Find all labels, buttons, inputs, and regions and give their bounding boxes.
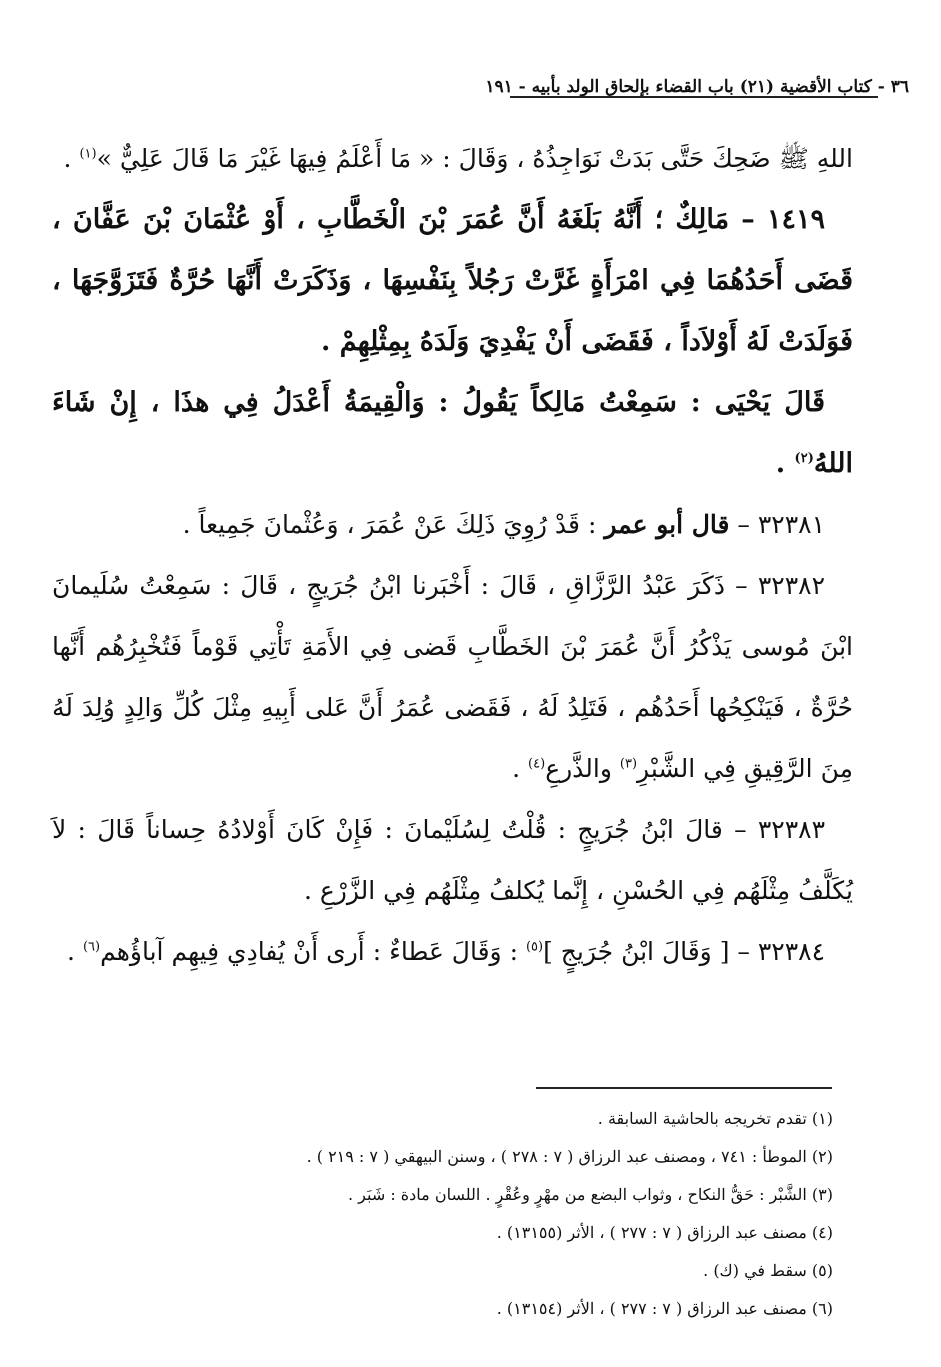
hadith-paragraph: [52, 189, 853, 372]
text: قَالَ يَحْيَى : سَمِعْتُ مَالِكاً يَقُولُ : وَالْقِيمَةُ أَعْدَلُ فِي هذَا ، إِنْ شَاءَ اللهُ: [52, 387, 853, 479]
paragraph-number: ٣٢٣٨٤: [757, 937, 825, 966]
text: : وَقَالَ عَطاءٌ : أَرى أَنْ يُفادِي فِيهِم آباؤُهم: [100, 937, 526, 966]
text: .: [512, 754, 529, 783]
text: اللهِ ﷺ ضَحِكَ حَتَّى بَدَتْ نَوَاجِذُهُ ، وَقَالَ : « مَا أَعْلَمُ فِيهَا غَيْرَ مَا قَالَ عَلِيٌّ »: [96, 144, 853, 173]
main-text: [52, 128, 853, 982]
footnote-rule: [536, 1087, 832, 1089]
footnotes: [150, 1100, 833, 1328]
text: والذَّرعِ: [545, 754, 620, 783]
footnote: (٣) الشَّبْر : حَقُّ النكاح ، وثواب البضع من مهْرٍ وعُقْرٍ . اللسان مادة : شَبَر .: [348, 1185, 833, 1204]
text: : قَدْ رُوِيَ ذَلِكَ عَنْ عُمَرَ ، وَعُثْمانَ جَمِيعاً .: [182, 510, 605, 539]
footnote-ref: (٥): [525, 939, 544, 955]
text: – قالَ ابْنُ جُرَيجٍ : قُلْتُ لِسُلَيْمانَ : فَإِنْ كَانَ أَوْلادُهُ حِساناً قَالَ : لاَ يُكَلَّفُ مِثْلَهُم فِي الحُسْنِ ، إِنَّما يُكلفُ مِثْلَهُم فِي الزَّرْعِ .: [52, 815, 853, 905]
paragraph-number: ٣٢٣٨١: [757, 510, 825, 539]
paragraph-32384: [52, 921, 853, 982]
paragraph-32382: [52, 555, 853, 799]
hadith-number: ١٤١٩: [766, 204, 825, 235]
lead-text: قال أبو عمر: [604, 510, 730, 539]
hadith-text: – مَالِكٌ ؛ أَنَّهُ بَلَغَهُ أَنَّ عُمَرَ بْنَ الْخَطَّابِ ، أَوْ عُثْمَانَ بْنَ عَفَّانَ ، قَضَى أَحَدُهُمَا فِي امْرَأَةٍ غَرَّتْ رَجُلاً بِنَفْسِهَا ، وَذَكَرَتْ أَنَّهَا حُرَّةٌ فَتَزَوَّجَهَا ، فَوَلَدَتْ لَهُ أَوْلاَداً ، فَقَضَى أَنْ يَفْدِيَ وَلَدَهُ بِمِثْلِهِمْ .: [52, 204, 853, 357]
header-rule: [510, 96, 878, 98]
text: .: [63, 144, 80, 173]
footnote-ref: (١): [79, 146, 97, 162]
footnote-ref: (٢): [794, 451, 814, 466]
text: .: [775, 448, 795, 479]
footnote: (٥) سقط في (ك) .: [703, 1261, 833, 1280]
yahya-paragraph: [52, 372, 853, 494]
paragraph: [52, 128, 853, 189]
text: – [ وَقَالَ ابْنُ جُرَيجٍ ]: [543, 937, 758, 966]
footnote: (٦) مصنف عبد الرزاق ( ٧ : ٢٧٧ ) ، الأثر (١٣١٥٤) .: [496, 1299, 833, 1318]
footnote-ref: (٤): [528, 756, 546, 772]
footnote: (٢) الموطأ : ٧٤١ ، ومصنف عبد الرزاق ( ٧ : ٢٧٨ ) ، وسنن البيهقي ( ٧ : ٢١٩ ) .: [306, 1147, 833, 1166]
paragraph-32383: [52, 799, 853, 921]
paragraph-number: ٣٢٣٨٢: [757, 571, 825, 600]
footnote: (٤) مصنف عبد الرزاق ( ٧ : ٢٧٧ ) ، الأثر (١٣١٥٥) .: [496, 1223, 833, 1242]
paragraph-number: ٣٢٣٨٣: [757, 815, 825, 844]
text: – ذَكَرَ عَبْدُ الرَّزَّاقِ ، قَالَ : أَخْبَرنا ابْنُ جُرَيجٍ ، قَالَ : سَمِعْتُ سُلَيمانَ ابْنَ مُوسى يَذْكُرُ أَنَّ عُمَرَ بْنَ الخَطَّابِ قَضى فِي الأَمَةِ تَأْتِي قَوْماً فَتُخْبِرُهُم أَنَّها حُرَّةٌ ، فَيَنْكِحُها أَحَدُهُم ، فَتَلِدُ لَهُ ، فَقَضى عُمَرُ أَنَّ عَلى أَبِيهِ مِثْلَ كُلِّ وَالِدٍ وُلِدَ لَهُ مِنَ الرَّقِيقِ فِي الشَّبْرِ: [52, 571, 853, 783]
footnote: (١) تقدم تخريجه بالحاشية السابقة .: [597, 1109, 833, 1128]
footnote-ref: (٦): [82, 939, 101, 955]
running-title: ٣٦ - كتاب الأقضية (٢١) باب القضاء بإلحاق الولد بأبيه - ١٩١: [485, 77, 909, 97]
text: .: [67, 937, 83, 966]
paragraph-32381: ٣٢٣٨١ – قال أبو عمر : قَدْ رُوِيَ ذَلِكَ عَنْ عُمَرَ ، وَعُثْمانَ جَمِيعاً .: [182, 510, 825, 539]
footnote-ref: (٣): [619, 756, 638, 772]
